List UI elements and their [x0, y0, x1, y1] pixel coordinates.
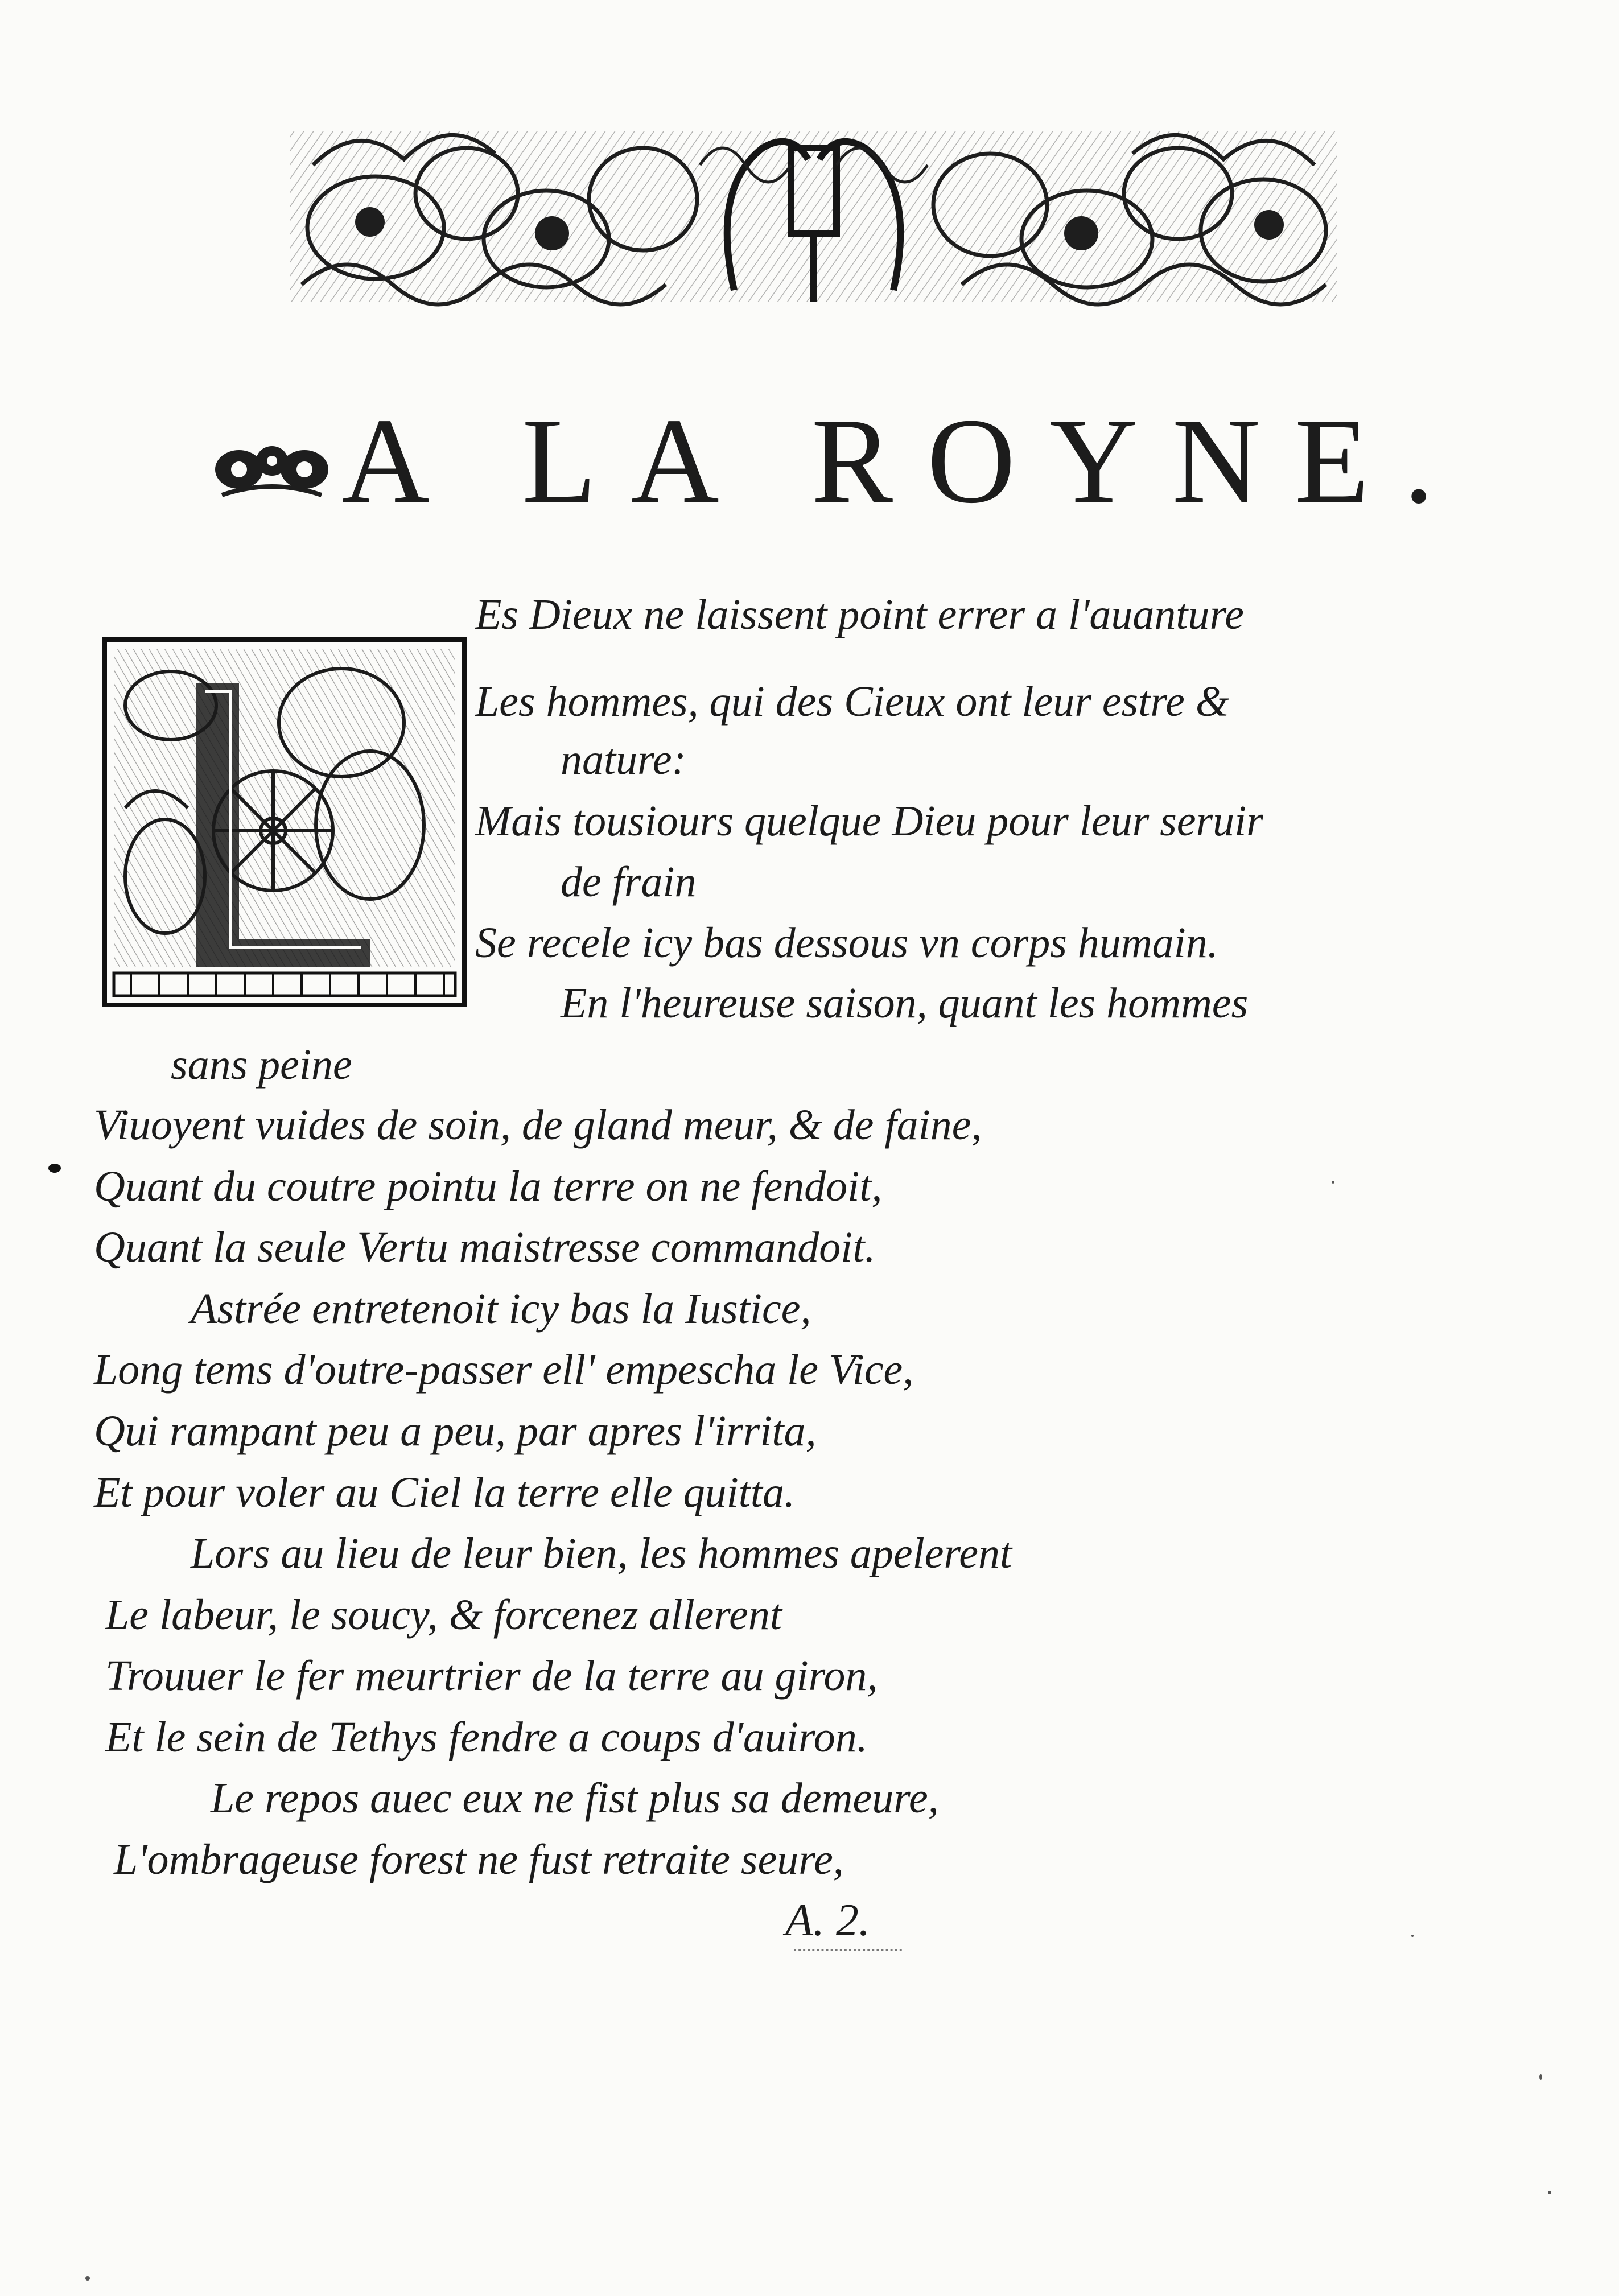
title-row	[211, 393, 1468, 529]
verse-line: L'ombrageuse forest ne fust retraite seure,	[114, 1836, 844, 1883]
paper-speck	[1539, 2074, 1542, 2080]
verse-line: de frain	[561, 858, 697, 906]
paper-speck	[1332, 1181, 1334, 1184]
page-title: A LA ROYNE.	[341, 393, 1468, 529]
verse-line: Viuoyent vuides de soin, de gland meur, & de faine,	[94, 1101, 982, 1149]
verse-line: Long tems d'outre-passer ell' empescha le Vice,	[94, 1346, 914, 1394]
ink-speck	[48, 1164, 61, 1173]
verse-line: Et le sein de Tethys fendre a coups d'auiron.	[105, 1713, 868, 1761]
fleuron-ornament-icon	[211, 438, 333, 501]
paper-speck	[1411, 1935, 1414, 1937]
signature-mark: A. 2.	[785, 1895, 870, 1945]
verse-line: Le labeur, le soucy, & forcenez allerent	[105, 1591, 782, 1639]
woodcut-foliage-headpiece-icon	[279, 97, 1349, 324]
verse-line: Et pour voler au Ciel la terre elle quitta.	[94, 1469, 795, 1516]
paper-speck	[1548, 2191, 1551, 2194]
verse-line: Astrée entretenoit icy bas la Iustice,	[191, 1285, 811, 1333]
verse-line: nature:	[561, 736, 686, 784]
verse-line: Se recele icy bas dessous vn corps humain.	[475, 919, 1218, 967]
verse-line: Es Dieux ne laissent point errer a l'auanture	[475, 591, 1245, 638]
verse-line: sans peine	[171, 1041, 352, 1089]
verse-line: Quant du coutre pointu la terre on ne fendoit,	[94, 1163, 883, 1210]
decorated-initial-letter	[102, 637, 467, 1007]
signature-rule	[794, 1949, 902, 1951]
verse-line: Qui rampant peu a peu, par apres l'irrita,	[94, 1407, 817, 1455]
verse-line: Lors au lieu de leur bien, les hommes apelerent	[191, 1530, 1012, 1577]
paper-speck	[85, 2276, 90, 2281]
verse-line: En l'heureuse saison, quant les hommes	[561, 979, 1249, 1027]
verse-line: Mais tousiours quelque Dieu pour leur seruir	[475, 797, 1263, 845]
verse-line: Le repos auec eux ne fist plus sa demeure,	[211, 1774, 939, 1822]
verse-line: Quant la seule Vertu maistresse commandoit.	[94, 1223, 876, 1271]
verse-line: Trouuer le fer meurtrier de la terre au giron,	[105, 1652, 878, 1700]
verse-line: Les hommes, qui des Cieux ont leur estre &	[475, 678, 1229, 726]
